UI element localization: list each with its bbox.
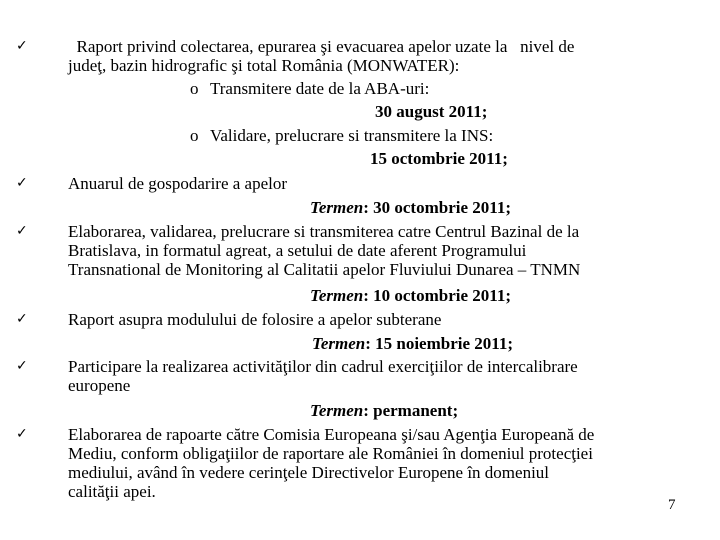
item-line: mediului, având în vedere cerinţele Directivelor Europene în domeniul: [68, 463, 550, 482]
circle-bullet-icon: o: [190, 79, 199, 98]
deadline-date: 15 octombrie 2011;: [370, 149, 508, 168]
list-item-intercalibrare: [16, 357, 690, 395]
circle-bullet-icon: o: [190, 126, 199, 145]
list-item-monwater: [16, 37, 690, 75]
item-line: Raport asupra modulului de folosire a apelor subterane: [68, 310, 442, 329]
item-line: Participare la realizarea activităţilor din cadrul exerciţiilor de intercalibrare: [68, 357, 578, 376]
deadline-date: 30 august 2011;: [375, 102, 488, 121]
term-label: Termen: [310, 198, 364, 217]
term-label: Termen: [310, 286, 364, 305]
item-line: europene: [68, 376, 131, 395]
checkmark-icon: ✓: [16, 223, 28, 239]
subitem-text: Transmitere date de la ABA-uri:: [209, 79, 430, 98]
item-line: Elaborarea, validarea, prelucrare si transmiterea catre Centrul Bazinal de la: [68, 222, 580, 241]
term-value: : 10 octombrie 2011;: [363, 286, 511, 305]
term-value: : 15 noiembrie 2011;: [365, 334, 514, 353]
list-item-tnmn: [16, 222, 690, 279]
term-label: Termen: [310, 401, 364, 420]
checkmark-icon: ✓: [16, 358, 28, 374]
deadline-term: [310, 286, 511, 305]
subitem-text: Validare, prelucrare si transmitere la INS:: [209, 126, 494, 145]
item-line: Bratislava, in formatul agreat, a setului de date aferent Programului: [68, 241, 527, 260]
checkmark-icon: ✓: [16, 311, 28, 327]
checkmark-icon: ✓: [16, 175, 28, 191]
item-line: Anuarul de gospodarire a apelor: [68, 174, 288, 193]
checkmark-icon: ✓: [16, 426, 28, 442]
term-label: Termen: [312, 334, 366, 353]
item-line: calităţii apei.: [68, 482, 156, 501]
deadline-term: [312, 334, 513, 353]
item-line: Elaborarea de rapoarte către Comisia Europeana şi/sau Agenţia Europeană de: [68, 425, 595, 444]
deadline-term: [310, 198, 511, 217]
deadline-term: [310, 401, 458, 420]
page-number: 7: [668, 497, 676, 513]
item-line: Mediu, conform obligaţiilor de raportare ale României în domeniul protecţiei: [68, 444, 593, 463]
term-value: : permanent;: [363, 401, 459, 420]
list-item-rapoarte: [16, 425, 690, 501]
list-item-subterane: [16, 310, 690, 329]
item-line: Transnational de Monitoring al Calitatii apelor Fluviului Dunarea – TNMN: [68, 260, 581, 279]
term-value: : 30 octombrie 2011;: [363, 198, 511, 217]
subitem-validare: [190, 126, 493, 145]
subitem-transmitere: [190, 79, 429, 98]
item-line: judeţ, bazin hidrografic şi total România (MONWATER):: [68, 56, 460, 75]
list-item-anuarul: [16, 174, 690, 193]
item-line: Raport privind colectarea, epurarea şi evacuarea apelor uzate la nivel de: [68, 37, 575, 56]
checkmark-icon: ✓: [16, 38, 28, 54]
